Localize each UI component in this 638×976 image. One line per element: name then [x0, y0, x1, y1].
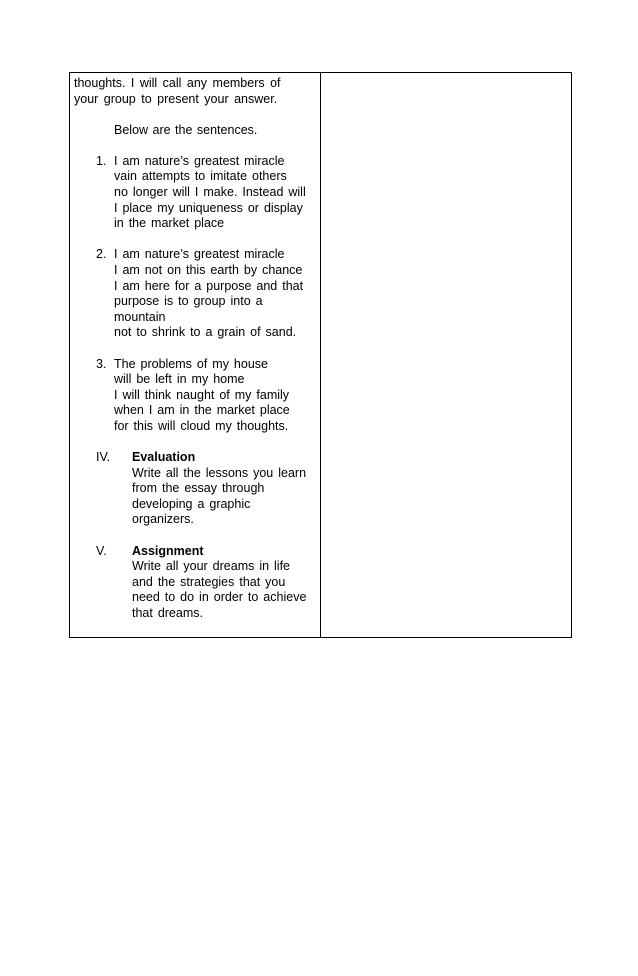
section-line: from the essay through: [132, 481, 265, 496]
section-heading: Assignment: [132, 543, 204, 558]
section-body: [132, 559, 315, 621]
sentence-line: not to shrink to a grain of sand.: [114, 325, 297, 340]
sentence-line: vain attempts to imitate others: [114, 169, 287, 184]
sentence-number: 3.: [96, 356, 107, 371]
sentence-item-2: [74, 247, 315, 341]
section-numeral: V.: [96, 543, 107, 558]
sentence-item-1: [74, 154, 315, 232]
sentence-line: for this will cloud my thoughts.: [114, 418, 289, 433]
section-line: and the strategies that you: [132, 574, 286, 589]
below-sentences-label: Below are the sentences.: [114, 123, 258, 138]
sentence-line: in the market place: [114, 216, 225, 231]
sentence-line: The problems of my house: [114, 356, 268, 371]
sentence-line: I am here for a purpose and that: [114, 278, 304, 293]
table-row: [70, 73, 572, 638]
sentence-number: 1.: [96, 153, 107, 168]
section-line: that dreams.: [132, 606, 203, 620]
sentence-body: [114, 247, 315, 341]
sentence-line: I will think naught of my family: [114, 387, 290, 402]
right-column-cell: [321, 73, 572, 638]
sentence-item-3: [74, 357, 315, 435]
section-line: need to do in order to achieve: [132, 590, 307, 605]
section-line: Write all your dreams in life: [132, 559, 291, 574]
section-heading: Evaluation: [132, 450, 196, 465]
sentence-line: I am nature’s greatest miracle: [114, 247, 285, 262]
sentence-line: no longer will I make. Instead will: [114, 184, 306, 199]
section-evaluation: [74, 450, 315, 528]
sentence-number: 2.: [96, 247, 107, 262]
intro-line: thoughts. I will call any members of: [74, 76, 281, 90]
intro-paragraph: [74, 76, 315, 107]
sentence-line: I am nature’s greatest miracle: [114, 153, 285, 168]
sentence-line: I am not on this earth by chance: [114, 262, 303, 277]
sentence-line: purpose is to group into a: [114, 294, 263, 309]
section-assignment: [74, 544, 315, 622]
left-cell-content: [70, 73, 320, 622]
sentence-list: [74, 154, 315, 435]
sentence-body: [114, 154, 315, 232]
intro-line: your group to present your answer.: [74, 91, 278, 106]
sentence-line: when I am in the market place: [114, 403, 290, 418]
section-numeral: IV.: [96, 450, 111, 465]
section-line: developing a graphic: [132, 496, 251, 511]
section-body: [132, 466, 315, 528]
section-line: Write all the lessons you learn: [132, 465, 307, 480]
sentence-body: [114, 357, 315, 435]
sentence-line: I place my uniqueness or display: [114, 200, 303, 215]
lesson-plan-table: [69, 72, 572, 638]
left-column-cell: [70, 73, 321, 638]
section-line: organizers.: [132, 512, 194, 527]
sentence-line: will be left in my home: [114, 372, 245, 387]
sentence-line: mountain: [114, 309, 166, 324]
